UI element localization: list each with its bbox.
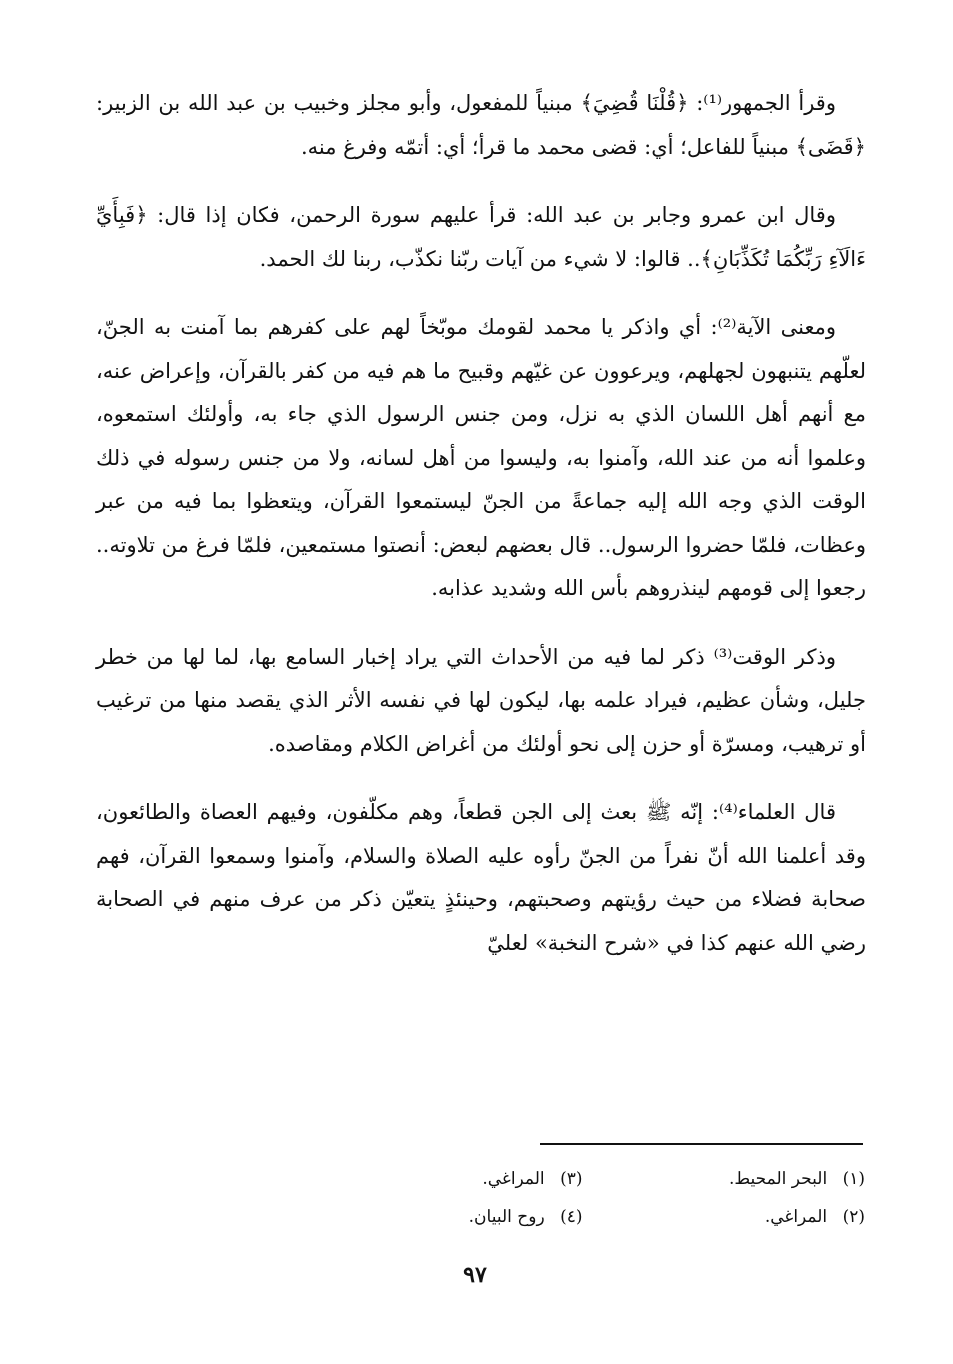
footnote-4: [300, 1198, 583, 1236]
footnote-row: [300, 1160, 865, 1198]
page-number: ٩٧: [463, 1262, 487, 1288]
paragraph-jumhur-reading: وقرأ الجمهور⁽¹⁾: ﴿قُلْنَا قُضِيَ﴾ مبنياً للمفعول، وأبو مجلز وخبيب بن عبد الله بن الزبير: ﴿قَضَى﴾ مبنياً للفاعل؛ أي: قضى محمد ما قرأ؛ أي: أتمّه وفرغ منه.: [96, 91, 866, 159]
paragraph-ibn-amr-narration: وقال ابن عمرو وجابر بن عبد الله: قرأ عليهم سورة الرحمن، فكان إذا قال: ﴿فَبِأَيِّ ءَالَآءِ رَبِّكُمَا تُكَذِّبَانِ﴾.. قالوا: لا شيء من آيات ربّنا نكذّب، ربنا لك الحمد.: [96, 203, 866, 271]
footnote-divider: [540, 1143, 863, 1145]
footnotes: [300, 1160, 865, 1236]
footnote-row: [300, 1198, 865, 1236]
footnote-text: المراغي.: [482, 1169, 545, 1189]
footnote-1: [583, 1160, 866, 1198]
paragraph-scholars-said: قال العلماء⁽⁴⁾: إنّه ﷺ بعث إلى الجن قطعاً، وهم مكلّفون، وفيهم العصاة والطائعون، وقد أعلمنا الله أنّ نفراً من الجنّ رأوه عليه الصلاة والسلام، وآمنوا وسمعوا القرآن، فهم صحابة فضلاء من حيث رؤيتهم وصحبتهم، وحينئذٍ يتعيّن ذكر من عرف منهم في الصحابة رضي الله عنهم كذا في «شرح النخبة» لعليّ: [96, 800, 866, 955]
footnote-number: (١): [842, 1169, 865, 1189]
footnote-number: (٢): [842, 1207, 865, 1227]
paragraph-mention-of-time: وذكر الوقت⁽³⁾ ذكر لما فيه من الأحداث التي يراد إخبار السامع بها، لما لها من خطر جليل، وشأن عظيم، فيراد علمه بها، ليكون لها في نفسه الأثر الذي يقصد منها من ترغيب أو ترهيب، ومسرّة أو حزن إلى نحو أولئك من أغراض الكلام ومقاصده.: [96, 644, 866, 756]
page-body: [96, 82, 866, 991]
footnote-3: [300, 1160, 583, 1198]
paragraph-meaning-of-verse: ومعنى الآية⁽²⁾: أي واذكر يا محمد لقومك موبّخاً لهم على كفرهم بما آمنت به الجنّ، لعلّهم يتنبهون لجهلهم، ويرعوون عن غيّهم وقبيح ما هم فيه من كفر بالقرآن، وإعراض عنه، مع أنهم أهل اللسان الذي به نزل، ومن جنس الرسول الذي جاء به، وأولئك استمعوه، وعلموا أنه من عند الله، وآمنوا به، وليسوا من أهل لسانه، ولا من جنس رسوله في ذلك الوقت الذي وجه الله إليه جماعةً من الجنّ ليستمعوا القرآن، ويتعظوا بما فيه من عبر وعظات، فلمّا حضروا الرسول.. قال بعضهم لبعض: أنصتوا مستمعين، فلمّا فرغ من تلاوته.. رجعوا إلى قومهم لينذروهم بأس الله وشديد عذابه.: [96, 315, 866, 600]
footnote-2: [583, 1198, 866, 1236]
footnote-number: (٤): [560, 1207, 583, 1227]
footnote-text: البحر المحيط.: [729, 1169, 828, 1189]
footnote-text: روح البيان.: [468, 1207, 545, 1227]
footnote-text: المراغي.: [764, 1207, 828, 1227]
footnote-number: (٣): [560, 1169, 583, 1189]
